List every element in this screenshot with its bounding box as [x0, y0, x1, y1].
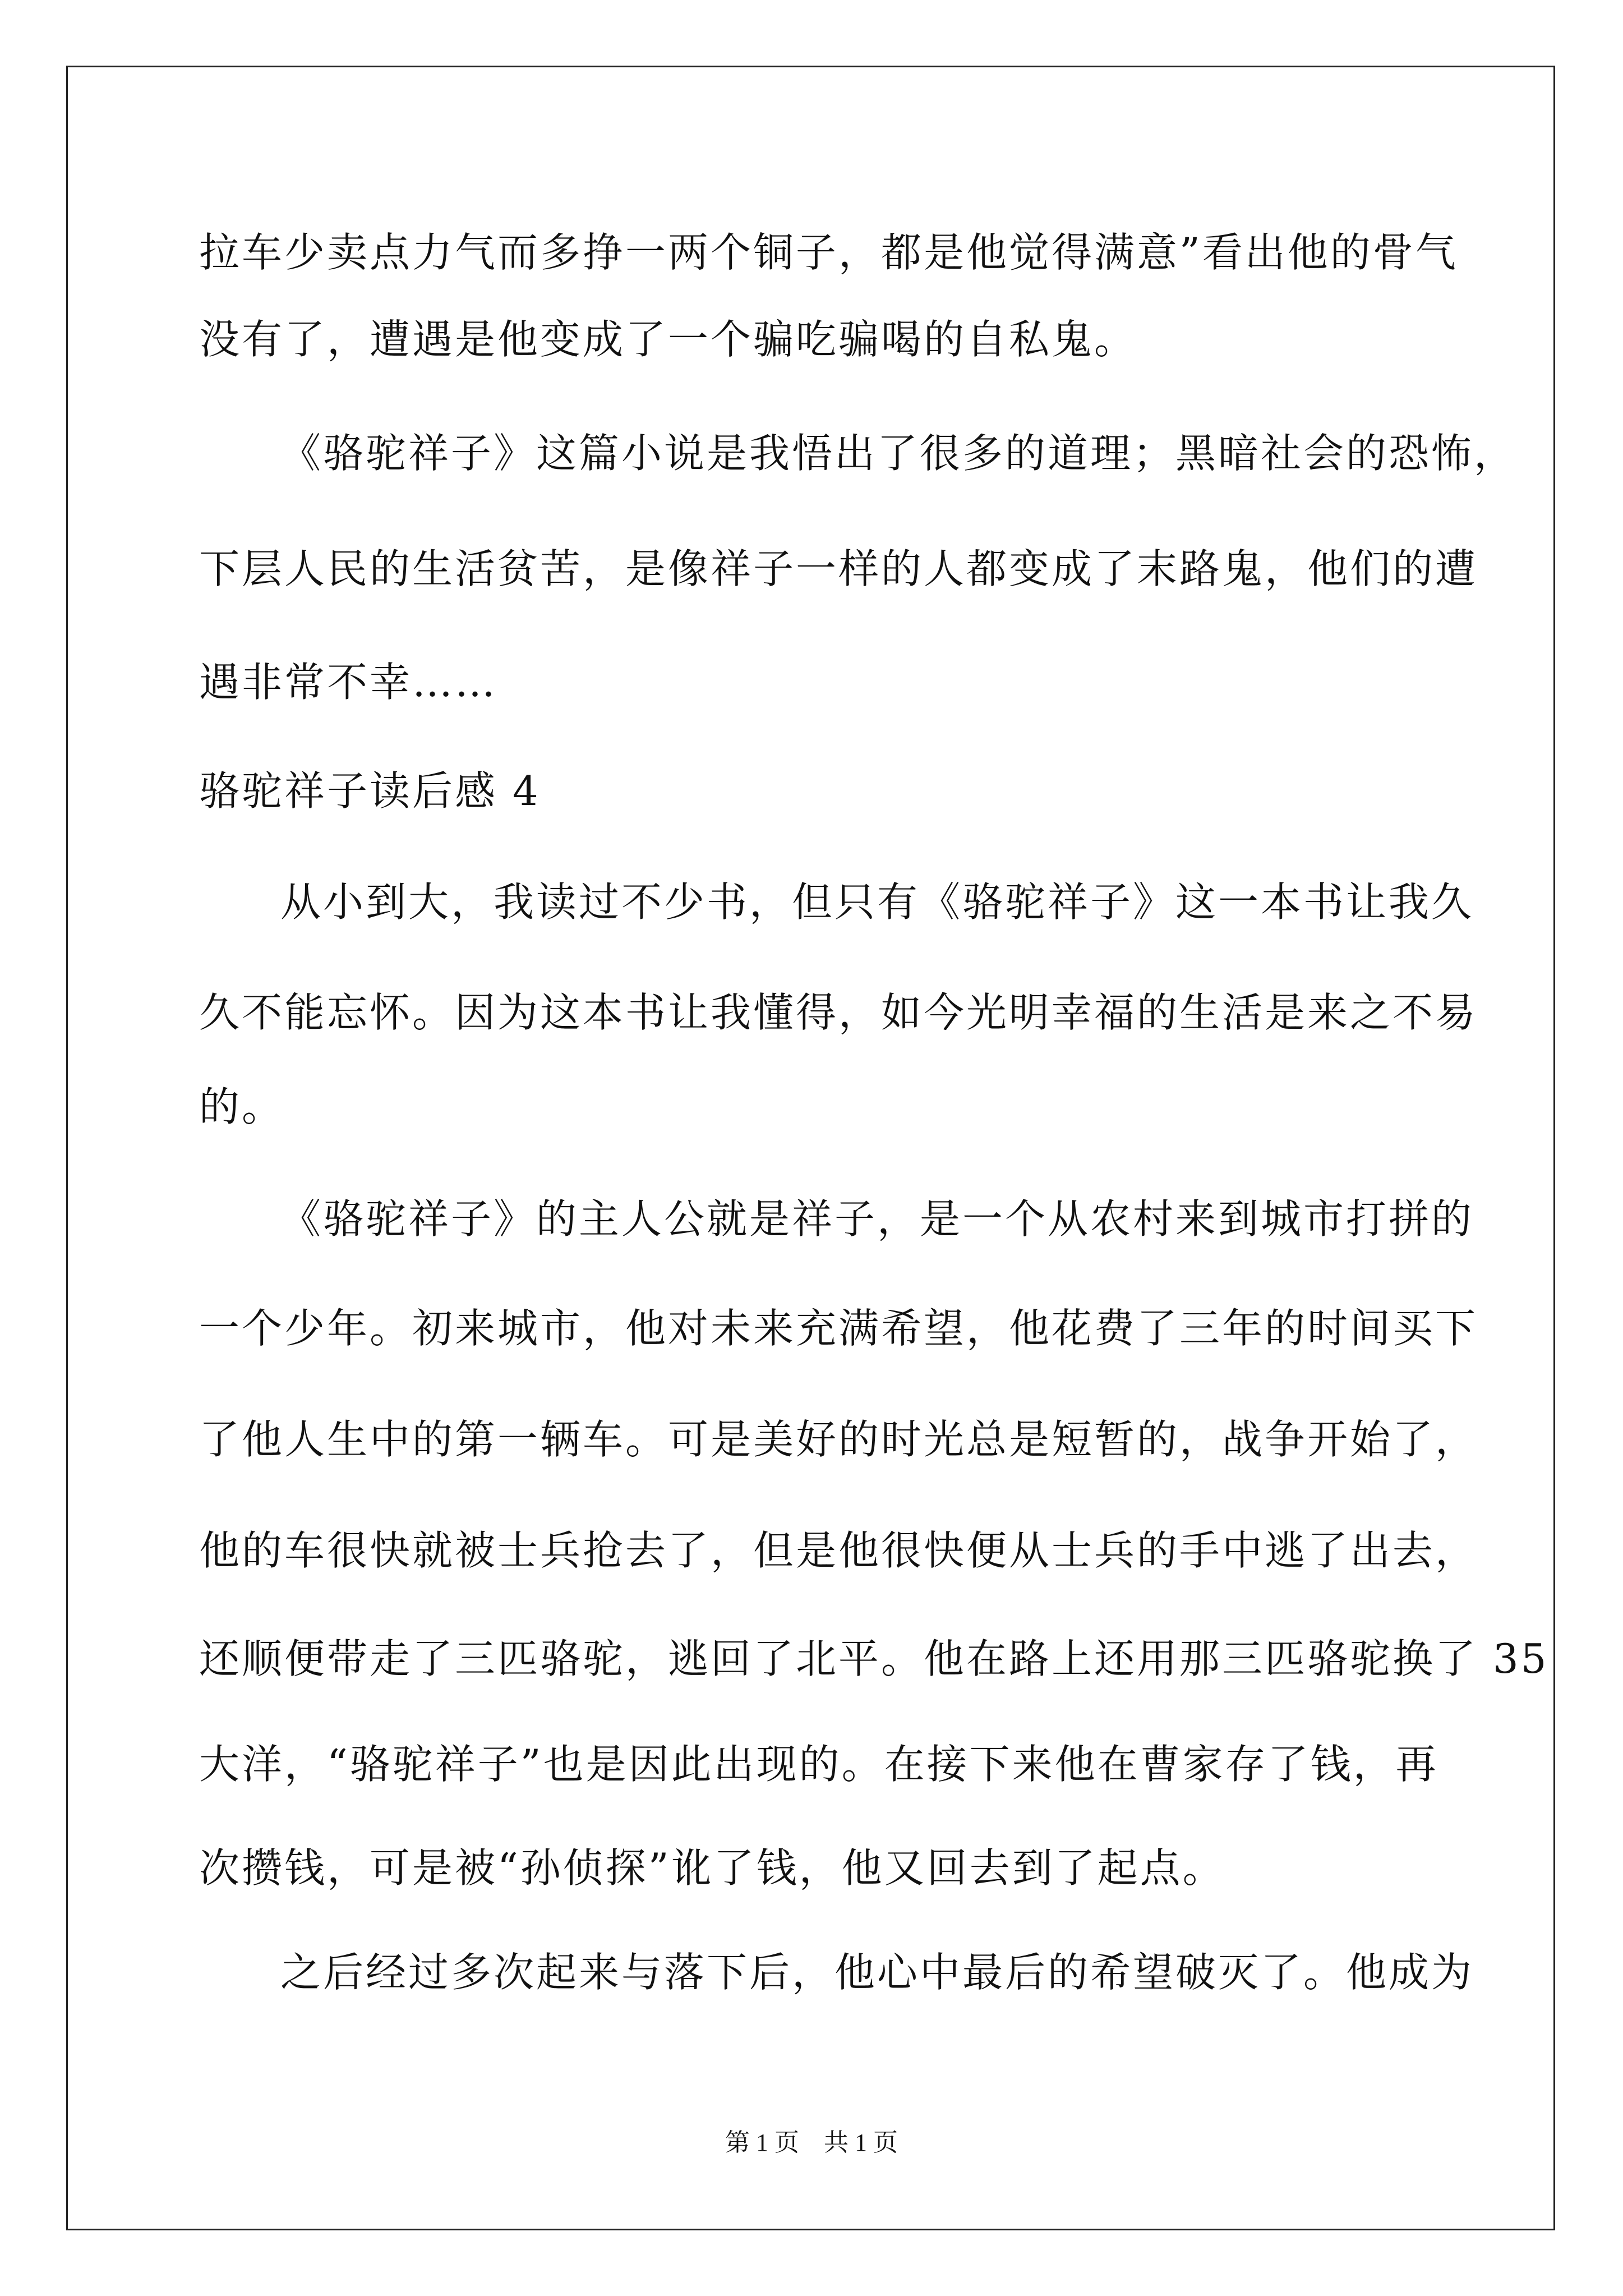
text-line: 他的车很快就被士兵抢去了，但是他很快便从士兵的手中逃了出去， [199, 1527, 1478, 1574]
text-line: 大洋，“骆驼祥子”也是因此出现的。在接下来他在曹家存了钱，再 [199, 1741, 1438, 1788]
text-line: 久不能忘怀。因为这本书让我懂得，如今光明幸福的生活是来之不易 [199, 989, 1478, 1036]
text-line: 下层人民的生活贫苦，是像祥子一样的人都变成了末路鬼，他们的遭 [199, 545, 1478, 592]
text-line: 拉车少卖点力气而多挣一两个铜子，都是他觉得满意”看出他的骨气 [199, 229, 1458, 276]
text-line: 次攒钱，可是被“孙侦探”讹了钱，他又回去到了起点。 [199, 1844, 1225, 1892]
text-line: 《骆驼祥子》这篇小说是我悟出了很多的道理；黑暗社会的恐怖， [280, 430, 1517, 477]
text-line: 从小到大，我读过不少书，但只有《骆驼祥子》这一本书让我久 [280, 878, 1474, 926]
text-line: 《骆驼祥子》的主人公就是祥子，是一个从农村来到城市打拼的 [280, 1195, 1474, 1243]
section-heading: 骆驼祥子读后感 4 [199, 767, 541, 815]
text-line: 了他人生中的第一辆车。可是美好的时光总是短暂的，战争开始了， [199, 1416, 1478, 1463]
text-line: 遇非常不幸…… [199, 659, 498, 706]
text-line: 的。 [199, 1083, 285, 1130]
page-border [66, 66, 1555, 2230]
text-line: 一个少年。初来城市，他对未来充满希望，他花费了三年的时间买下 [199, 1305, 1478, 1352]
text-line: 还顺便带走了三匹骆驼，逃回了北平。他在路上还用那三匹骆驼换了 35 [199, 1635, 1549, 1682]
page-number-footer: 第 1 页 共 1 页 [725, 2129, 898, 2156]
text-line: 没有了，遭遇是他变成了一个骗吃骗喝的自私鬼。 [199, 316, 1137, 363]
text-line: 之后经过多次起来与落下后，他心中最后的希望破灭了。他成为 [280, 1949, 1474, 1996]
